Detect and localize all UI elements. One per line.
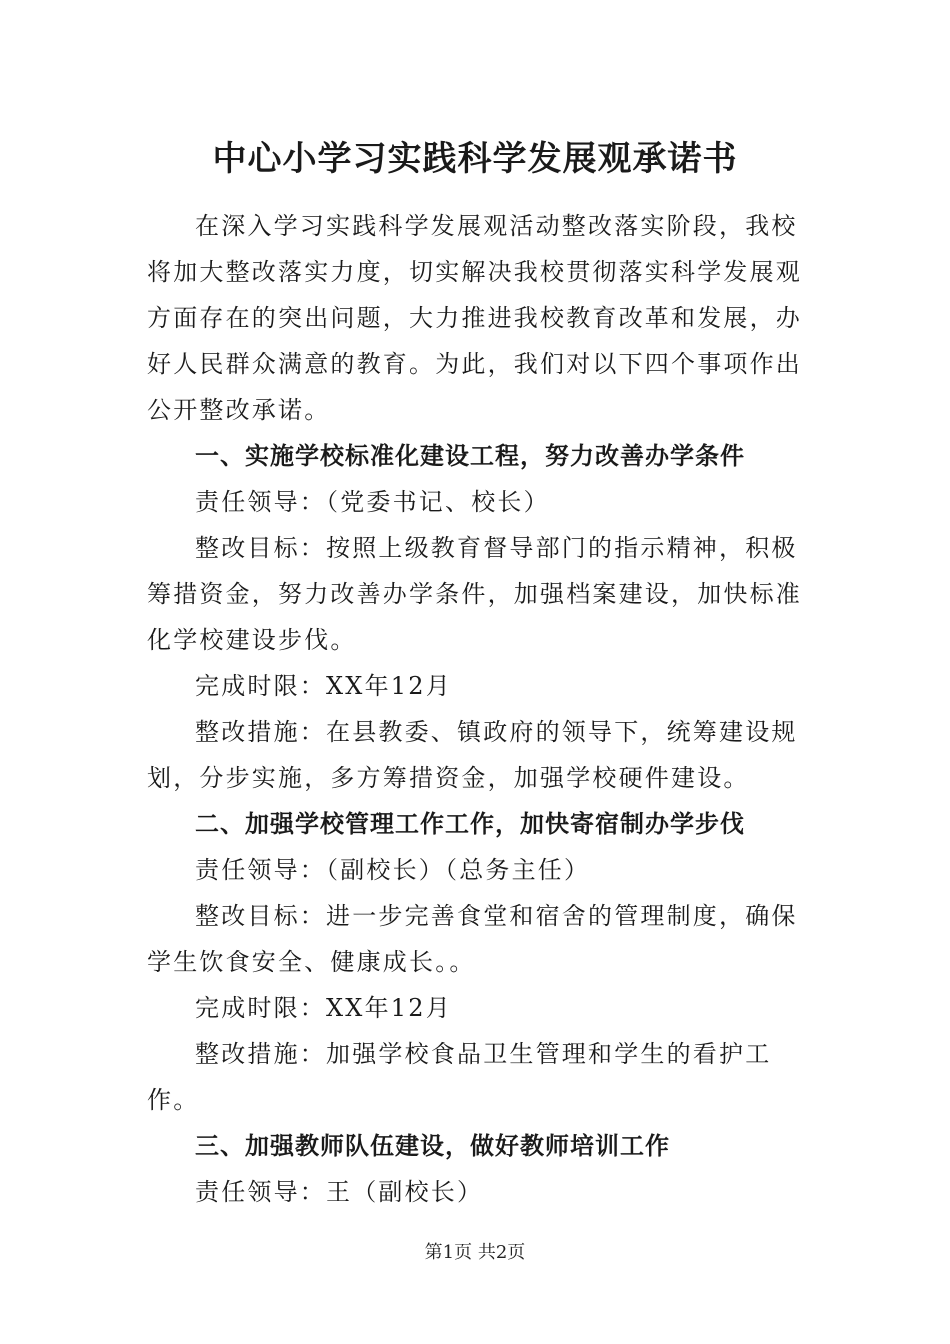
rectification-goal-2: 整改目标：进一步完善食堂和宿舍的管理制度，确保学生饮食安全、健康成长。。 (147, 902, 798, 976)
rectification-goal-1: 整改目标：按照上级教育督导部门的指示精神，积极筹措资金，努力改善办学条件，加强档案建设，加快标准化学校建设步伐。 (147, 534, 802, 654)
deadline-1: 完成时限：XX年12月 (195, 672, 452, 700)
intro-paragraph: 在深入学习实践科学发展观活动整改落实阶段，我校将加大整改落实力度，切实解决我校贯彻落实科学发展观方面存在的突出问题，大力推进我校教育改革和发展，办好人民群众满意的教育。为此，我们对以下四个事项作出公开整改承诺。 (147, 212, 802, 424)
page-number-footer: 第1页 共2页 (424, 1242, 526, 1263)
rectification-measures-2: 整改措施：加强学校食品卫生管理和学生的看护工作。 (147, 1040, 772, 1114)
deadline-2: 完成时限：XX年12月 (195, 994, 452, 1022)
responsible-leader-3: 责任领导：王（副校长） (195, 1178, 484, 1206)
section-heading-3: 三、加强教师队伍建设，做好教师培训工作 (195, 1132, 670, 1160)
document-body (147, 203, 805, 1215)
responsible-leader-2: 责任领导：（副校长）（总务主任） (195, 856, 591, 884)
document-title: 中心小学习实践科学发展观承诺书 (212, 139, 738, 179)
responsible-leader-1: 责任领导：（党委书记、校长） (195, 488, 550, 516)
section-heading-1: 一、实施学校标准化建设工程，努力改善办学条件 (195, 442, 745, 470)
section-heading-2: 二、加强学校管理工作工作，加快寄宿制办学步伐 (195, 810, 745, 838)
rectification-measures-1: 整改措施：在县教委、镇政府的领导下，统筹建设规划，分步实施，多方筹措资金，加强学校硬件建设。 (147, 718, 798, 792)
